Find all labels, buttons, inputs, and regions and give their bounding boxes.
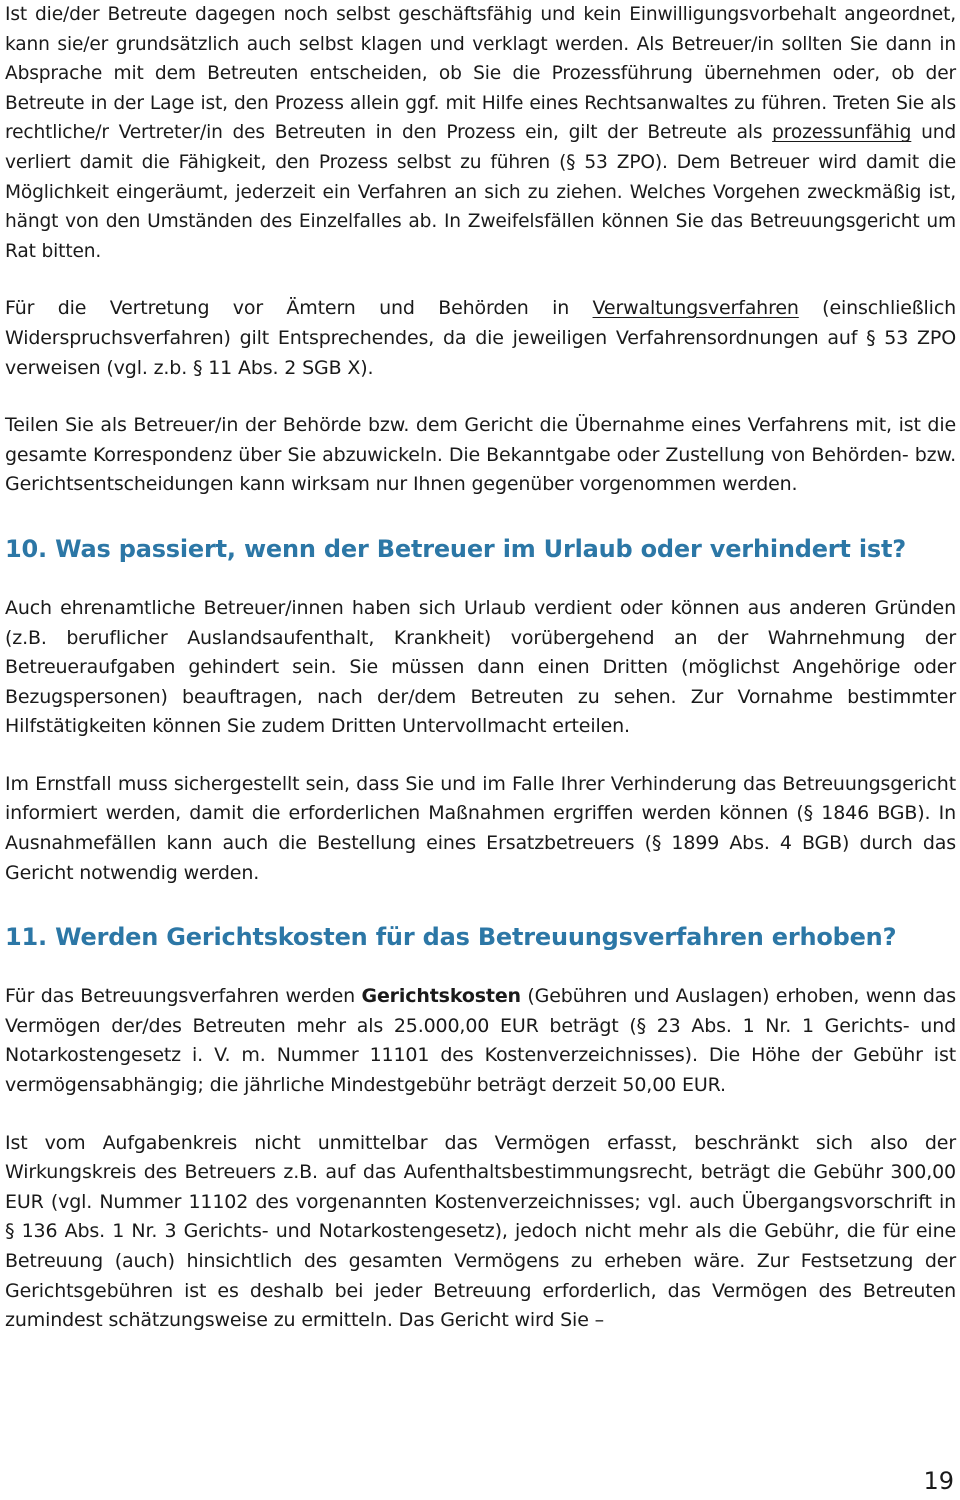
paragraph-administrative-part2: (einschließlich Widerspruchsverfahren) gilt Entsprechendes, da die jeweiligen Verfahrensordnungen auf § 53 ZPO verweisen (vgl. z.b. § 11 Abs. 2 SGB X). (5, 297, 957, 379)
paragraph-administrative-part1: Für die Vertretung vor Ämtern und Behörden in (5, 297, 593, 320)
link-prozessunfaehig[interactable]: prozessunfähig (772, 122, 912, 144)
paragraph-administrative (5, 294, 956, 383)
paragraph-litigation-part1: Ist die/der Betreute dagegen noch selbst geschäftsfähig und kein Einwilligungsvorbehalt angeordnet, kann sie/er grundsätzlich auch selbst klagen und verklagt werden. Als Betreuer/in sollten Sie dann in Absprache mit dem Betreuten entscheiden, ob Sie die Prozessführung übernehmen oder, ob der Betreute in der Lage ist, den Prozess allein ggf. mit Hilfe eines Rechtsanwaltes zu führen. (5, 4, 956, 114)
paragraph-litigation-part2: Treten Sie als rechtliche/r Vertreter/in des Betreuten in den Prozess ein, gilt der Betreute als (5, 92, 956, 144)
heading-section-11: 11. Werden Gerichtskosten für das Betreuungsverfahren erhoben? (5, 923, 897, 952)
paragraph-litigation (5, 0, 956, 266)
document-page (5, 0, 956, 1336)
paragraph-vacation: Auch ehrenamtliche Betreuer/innen haben sich Urlaub verdient oder können aus anderen Gründen (z.B. beruflicher Auslandsaufenthalt, Krankheit) vorübergehend an der Wahrnehmung der Betreueraufgaben gehindert sein. Sie müssen dann einen Dritten (möglichst Angehörige oder Bezugspersonen) beauftragen, nach der/dem Betreuten zu sehen. Zur Vornahme bestimmter Hilfstätigkeiten können Sie zudem Dritten Untervollmacht erteilen. (5, 596, 956, 738)
page-number: 19 (923, 1467, 954, 1495)
heading-section-10: 10. Was passiert, wenn der Betreuer im Urlaub oder verhindert ist? (5, 534, 906, 563)
paragraph-court-costs-part2: (Gebühren und Auslagen) erhoben, wenn das Vermögen der/des Betreuten mehr als 25.000,00 EUR beträgt (§ 23 Abs. 1 Nr. 1 Gerichts- und Notarkostengesetz i. V. m. Nummer 11101 des Kostenverzeichnisses). Die Höhe der Gebühr ist vermögensabhängig; die jährliche Mindestgebühr beträgt derzeit 50,00 EUR. (5, 985, 956, 1097)
link-verwaltungsverfahren[interactable]: Verwaltungsverfahren (592, 297, 799, 320)
paragraph-fee-scope: Ist vom Aufgabenkreis nicht unmittelbar das Vermögen erfasst, beschränkt sich also der Wirkungskreis des Betreuers z.B. auf das Aufenthaltsbestimmungsrecht, beträgt die Gebühr 300,00 EUR (vgl. Nummer 11102 des vorgenannten Kostenverzeichnisses; vgl. auch Übergangsvorschrift in § 136 Abs. 1 Nr. 3 Gerichts- und Notarkostengesetz), jedoch nicht mehr als die Gebühr, die für eine Betreuung (auch) hinsichtlich des gesamten Vermögens zu erheben wäre. Zur Festsetzung der Gerichtsgebühren ist es deshalb bei jeder Betreuung erforderlich, das Vermögen des Betreuten zumindest schätzungsweise zu ermitteln. Das Gericht wird Sie – (5, 1131, 956, 1332)
term-gerichtskosten: Gerichtskosten (361, 985, 521, 1008)
paragraph-correspondence: Teilen Sie als Betreuer/in der Behörde bzw. dem Gericht die Übernahme eines Verfahrens mit, ist die gesamte Korrespondenz über Sie abzuwickeln. Die Bekanntgabe oder Zustellung von Behörden- bzw. Gerichtsentscheidungen kann wirksam nur Ihnen gegenüber vorgenommen werden. (5, 414, 956, 496)
paragraph-court-costs (5, 982, 956, 1100)
paragraph-emergency: Im Ernstfall muss sichergestellt sein, dass Sie und im Falle Ihrer Verhinderung das Betreuungsgericht informiert werden, damit die erforderlichen Maßnahmen ergriffen werden können (§ 1846 BGB). In Ausnahmefällen kann auch die Bestellung eines Ersatzbetreuers (§ 1899 Abs. 4 BGB) durch das Gericht notwendig werden. (5, 772, 956, 884)
paragraph-court-costs-part1: Für das Betreuungsverfahren werden (5, 985, 362, 1008)
paragraph-litigation-part3: und verliert damit die Fähigkeit, den Prozess selbst zu führen (§ 53 ZPO). Dem Betreuer wird damit die Möglichkeit eingeräumt, jederzeit ein Verfahren an sich zu ziehen. Welches Vorgehen zweckmäßig ist, hängt von den Umständen des Einzelfalles ab. In Zweifelsfällen können Sie das Betreuungsgericht um Rat bitten. (5, 122, 956, 262)
